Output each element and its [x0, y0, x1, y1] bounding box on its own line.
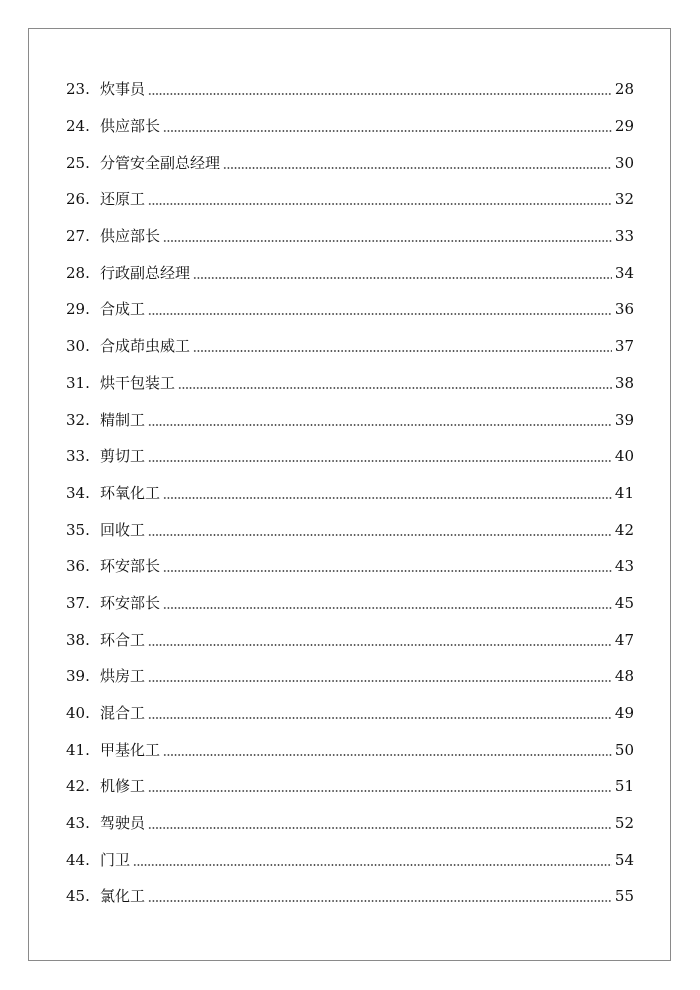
toc-entry[interactable]	[66, 768, 634, 805]
toc-entry-number: 45.	[66, 887, 90, 906]
toc-entry[interactable]	[66, 731, 634, 768]
toc-dot-leader	[163, 130, 612, 132]
toc-dot-leader	[148, 313, 612, 315]
toc-dot-leader	[148, 790, 612, 792]
toc-dot-leader	[163, 570, 612, 572]
toc-entry-page: 47	[614, 630, 634, 649]
toc-entry-title: 环安部长	[100, 593, 161, 612]
toc-dot-leader	[163, 607, 612, 609]
toc-entry-number: 39.	[66, 667, 90, 686]
toc-entry-page: 49	[614, 704, 634, 723]
toc-entry-page: 48	[614, 667, 634, 686]
toc-entry-page: 39	[614, 410, 634, 429]
toc-entry-title: 合成工	[100, 300, 146, 319]
toc-entry-number: 41.	[66, 740, 90, 759]
toc-entry-title: 分管安全副总经理	[100, 153, 221, 172]
toc-entry-title: 行政副总经理	[100, 263, 191, 282]
toc-entry-page: 32	[614, 190, 634, 209]
toc-entry-title: 环氧化工	[100, 483, 161, 502]
toc-entry-number: 40.	[66, 704, 90, 723]
toc-entry[interactable]	[66, 328, 634, 365]
toc-dot-leader	[148, 424, 612, 426]
toc-entry-page: 52	[614, 814, 634, 833]
toc-entry-number: 25.	[66, 153, 90, 172]
toc-entry-number: 43.	[66, 814, 90, 833]
toc-entry[interactable]	[66, 805, 634, 842]
toc-entry[interactable]	[66, 108, 634, 145]
toc-dot-leader	[163, 497, 612, 499]
toc-entry-number: 26.	[66, 190, 90, 209]
toc-entry-title: 剪切工	[100, 447, 146, 466]
toc-dot-leader	[193, 277, 612, 279]
toc-entry-page: 37	[614, 337, 634, 356]
toc-entry-number: 35.	[66, 520, 90, 539]
toc-entry[interactable]	[66, 658, 634, 695]
toc-entry-number: 24.	[66, 117, 90, 136]
toc-dot-leader	[148, 644, 612, 646]
toc-entry-page: 50	[614, 740, 634, 759]
toc-entry-page: 29	[614, 117, 634, 136]
toc-entry-title: 烘干包装工	[100, 373, 176, 392]
toc-dot-leader	[163, 240, 612, 242]
toc-dot-leader	[148, 534, 612, 536]
table-of-contents	[66, 71, 634, 915]
toc-dot-leader	[223, 167, 612, 169]
toc-entry-title: 环合工	[100, 630, 146, 649]
toc-entry[interactable]	[66, 695, 634, 732]
toc-entry-title: 供应部长	[100, 117, 161, 136]
toc-entry[interactable]	[66, 254, 634, 291]
toc-entry-title: 精制工	[100, 410, 146, 429]
toc-entry[interactable]	[66, 621, 634, 658]
toc-entry-page: 41	[614, 483, 634, 502]
toc-entry-title: 混合工	[100, 704, 146, 723]
toc-entry[interactable]	[66, 475, 634, 512]
toc-entry-title: 还原工	[100, 190, 146, 209]
toc-dot-leader	[148, 717, 612, 719]
toc-dot-leader	[148, 900, 612, 902]
toc-entry[interactable]	[66, 511, 634, 548]
toc-entry-number: 44.	[66, 850, 90, 869]
toc-entry-number: 29.	[66, 300, 90, 319]
toc-entry-number: 23.	[66, 80, 90, 99]
toc-dot-leader	[148, 203, 612, 205]
toc-dot-leader	[193, 350, 612, 352]
toc-entry[interactable]	[66, 548, 634, 585]
toc-entry[interactable]	[66, 878, 634, 915]
toc-dot-leader	[148, 93, 612, 95]
toc-entry-title: 甲基化工	[100, 740, 161, 759]
toc-entry-number: 28.	[66, 263, 90, 282]
toc-entry-number: 42.	[66, 777, 90, 796]
toc-entry-page: 33	[614, 227, 634, 246]
toc-entry-title: 驾驶员	[100, 814, 146, 833]
toc-entry-page: 42	[614, 520, 634, 539]
toc-entry-page: 55	[614, 887, 634, 906]
toc-entry-title: 回收工	[100, 520, 146, 539]
toc-entry-number: 37.	[66, 593, 90, 612]
toc-entry-number: 38.	[66, 630, 90, 649]
toc-entry-page: 30	[614, 153, 634, 172]
toc-entry-page: 54	[614, 850, 634, 869]
toc-entry[interactable]	[66, 585, 634, 622]
toc-dot-leader	[148, 827, 612, 829]
toc-entry-page: 28	[614, 80, 634, 99]
toc-entry-page: 34	[614, 263, 634, 282]
toc-entry[interactable]	[66, 71, 634, 108]
toc-entry-title: 门卫	[100, 850, 131, 869]
toc-entry[interactable]	[66, 438, 634, 475]
toc-entry-number: 30.	[66, 337, 90, 356]
toc-entry-page: 45	[614, 593, 634, 612]
toc-entry-number: 33.	[66, 447, 90, 466]
toc-entry[interactable]	[66, 218, 634, 255]
toc-entry-number: 34.	[66, 483, 90, 502]
toc-entry[interactable]	[66, 365, 634, 402]
toc-entry-number: 36.	[66, 557, 90, 576]
toc-entry-title: 供应部长	[100, 227, 161, 246]
toc-entry-title: 氯化工	[100, 887, 146, 906]
toc-entry[interactable]	[66, 144, 634, 181]
toc-entry[interactable]	[66, 841, 634, 878]
toc-entry[interactable]	[66, 291, 634, 328]
toc-dot-leader	[178, 387, 612, 389]
toc-entry-page: 40	[614, 447, 634, 466]
toc-entry-title: 环安部长	[100, 557, 161, 576]
toc-entry-number: 32.	[66, 410, 90, 429]
toc-dot-leader	[163, 754, 612, 756]
toc-entry-page: 51	[614, 777, 634, 796]
toc-entry-title: 机修工	[100, 777, 146, 796]
toc-dot-leader	[148, 680, 612, 682]
toc-entry-page: 43	[614, 557, 634, 576]
toc-dot-leader	[148, 460, 612, 462]
toc-entry-title: 炊事员	[100, 80, 146, 99]
toc-entry[interactable]	[66, 401, 634, 438]
toc-entry-page: 38	[614, 373, 634, 392]
toc-dot-leader	[133, 864, 612, 866]
toc-entry[interactable]	[66, 181, 634, 218]
toc-entry-title: 合成茚虫威工	[100, 337, 191, 356]
toc-entry-page: 36	[614, 300, 634, 319]
toc-entry-number: 31.	[66, 373, 90, 392]
toc-entry-title: 烘房工	[100, 667, 146, 686]
toc-entry-number: 27.	[66, 227, 90, 246]
